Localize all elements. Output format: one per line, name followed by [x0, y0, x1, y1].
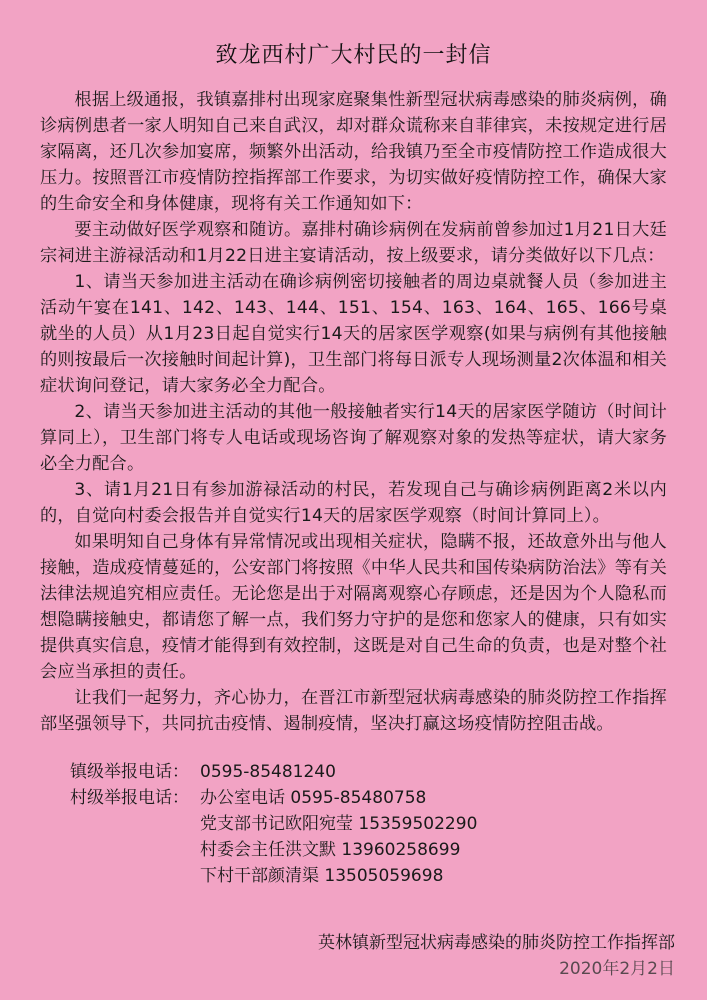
letter-title: 致龙西村广大村民的一封信	[215, 43, 492, 68]
paragraph-item-3: 3、请1月21日有参加游禄活动的村民，若发现自己与确诊病例距离2米以内的，自觉向村委会报告并自觉实行14天的居家医学观察（时间计算同上）。	[40, 480, 667, 526]
paragraph-warning: 如果明知自己身体有异常情况或出现相关症状，隐瞒不报，还故意外出与他人接触，造成疫情蔓延的，公安部门将按照《中华人民共和国传染病防治法》等有关法律法规追究相应责任。无论您是出于对隔离观察心存顾虑，还是因为个人隐私而想隐瞒接触史，都请您了解一点，我们努力守护的是您和您家人的健康，只有如实提供真实信息，疫情才能得到有效控制，这既是对自己生命的负责，也是对整个社会应当承担的责任。	[40, 532, 667, 682]
town-hotline	[40, 759, 667, 785]
letter-signature	[318, 930, 675, 982]
paragraph-requirement: 要主动做好医学观察和随访。嘉排村确诊病例在发病前曾参加过1月21日大廷宗祠进主游禄活动和1月22日进主宴请活动，按上级要求，请分类做好以下几点：	[40, 220, 667, 266]
contact-person: 村委会主任洪文默 13960258699	[200, 840, 461, 860]
town-hotline-number: 0595-85481240	[200, 762, 336, 782]
paragraph-item-1: 1、请当天参加进主活动在确诊病例密切接触者的周边桌就餐人员（参加进主活动午宴在141、142、143、144、151、154、163、164、165、166号桌就坐的人员）从1月23日起自觉实行14天的居家医学观察(如果与病例有其他接触的则按最后一次接触时间起计算)，卫生部门将每日派专人现场测量2次体温和相关症状询问登记，请大家务必全力配合。	[40, 272, 667, 396]
village-office-phone: 办公室电话 0595-85480758	[200, 788, 427, 808]
contact-person: 党支部书记欧阳宛莹 15359502290	[200, 814, 478, 834]
village-hotline-label: 村级举报电话：	[70, 788, 189, 808]
paragraph-item-2: 2、请当天参加进主活动的其他一般接触者实行14天的居家医学随访（时间计算同上），卫生部门将专人电话或现场咨询了解观察对象的发热等症状，请大家务必全力配合。	[40, 402, 667, 474]
paragraph-closing: 让我们一起努力，齐心协力，在晋江市新型冠状病毒感染的肺炎防控工作指挥部坚强领导下，共同抗击疫情、遏制疫情，坚决打赢这场疫情防控阻击战。	[40, 688, 667, 734]
paragraph-intro: 根据上级通报，我镇嘉排村出现家庭聚集性新型冠状病毒感染的肺炎病例，确诊病例患者一家人明知自己来自武汉，却对群众谎称来自菲律宾，未按规定进行居家隔离，还几次参加宴席，频繁外出活动，给我镇乃至全市疫情防控工作造成很大压力。按照晋江市疫情防控指挥部工作要求，为切实做好疫情防控工作，确保大家的生命安全和身体健康，现将有关工作通知如下：	[40, 90, 667, 214]
village-hotline	[40, 785, 667, 811]
issue-date: 2020年2月2日	[559, 959, 675, 979]
contact-person: 下村干部颜清渠 13505059698	[200, 866, 444, 886]
issuing-organization: 英林镇新型冠状病毒感染的肺炎防控工作指挥部	[318, 933, 675, 953]
letter-body	[40, 87, 667, 737]
contact-list	[40, 759, 667, 889]
town-hotline-label: 镇级举报电话：	[70, 762, 189, 782]
